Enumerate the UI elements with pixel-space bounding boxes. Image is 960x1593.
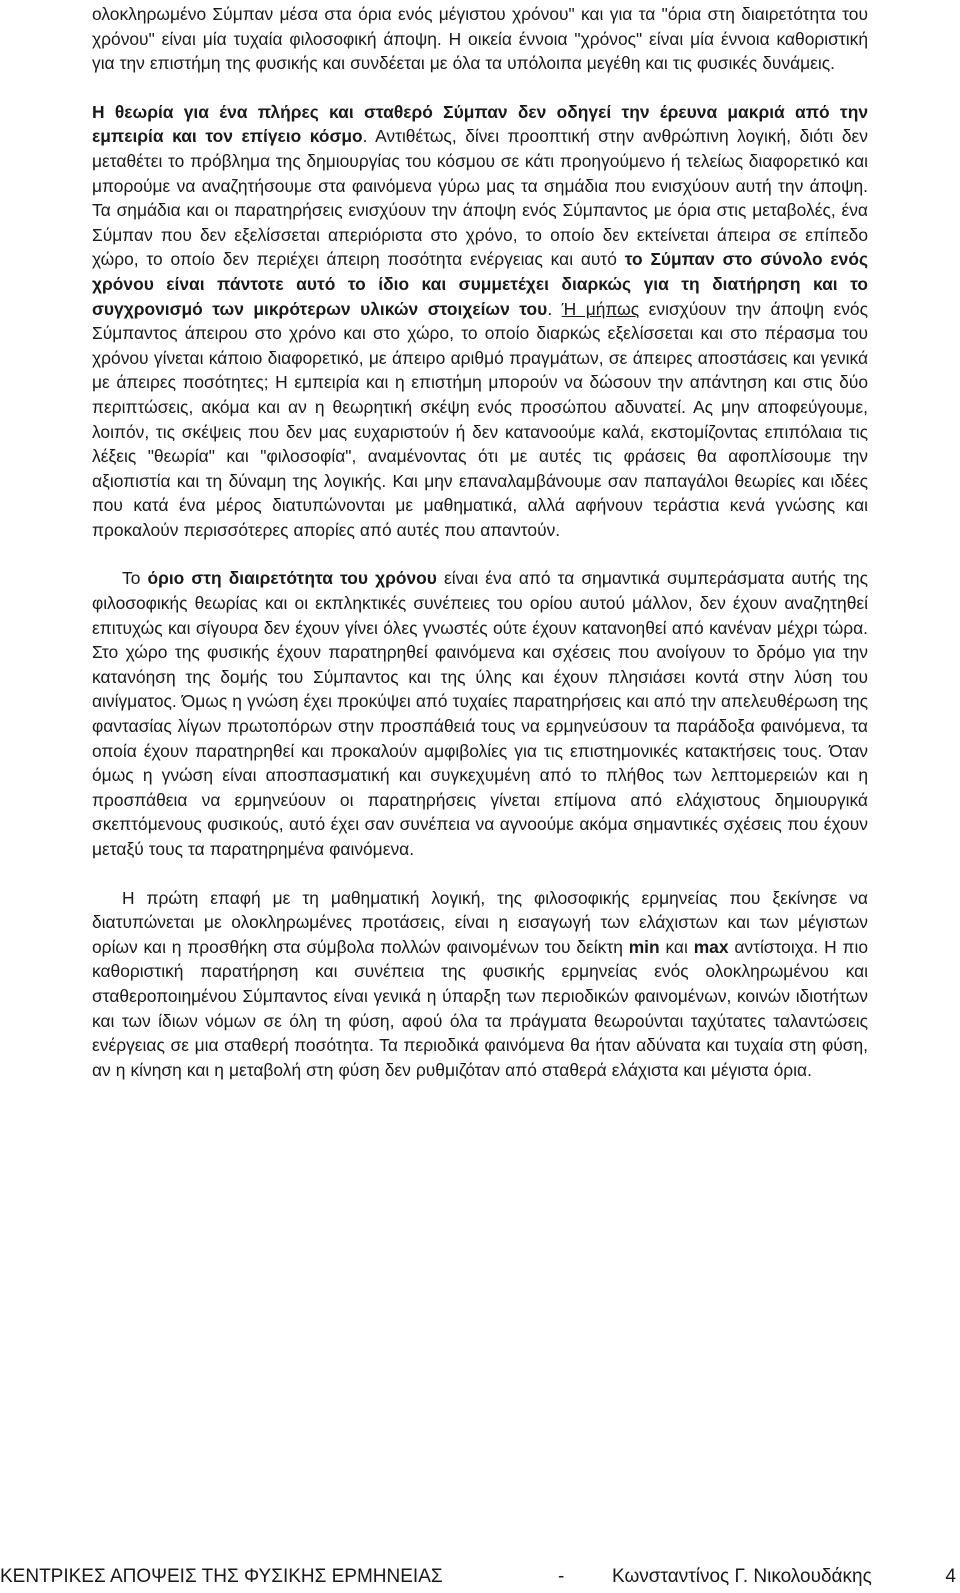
footer-title: ΚΕΝΤΡΙΚΕΣ ΑΠΟΨΕΙΣ ΤΗΣ ΦΥΣΙΚΗΣ ΕΡΜΗΝΕΙΑΣ xyxy=(0,1566,443,1587)
paragraph-2-text-b: . xyxy=(547,298,562,319)
document-body xyxy=(92,0,868,1082)
paragraph-3 xyxy=(92,566,868,861)
paragraph-4-bold-max: max xyxy=(693,936,729,957)
paragraph-1 xyxy=(92,2,868,76)
paragraph-2 xyxy=(92,100,868,543)
paragraph-2-bold-mid: το Σύμπαν στο σύνολο ενός χρόνου είναι πάντοτε αυτό το ίδιο και συμμετέχει διαρκώς για τη διατήρηση και το συγχρονισμό των μικρότερων υλικών στοιχείων του xyxy=(92,249,868,319)
paragraph-3-text-a: Το xyxy=(122,568,148,589)
paragraph-2-text-a: . Αντιθέτως, δίνει προοπτική στην ανθρώπινη λογική, διότι δεν μεταθέτει το πρόβλημα της δημιουργίας του κόσμου σε κάτι προηγούμενο ή τελείως διαφορετικό και μπορούμε να αναζητήσουμε στα φαινόμενα γύρω μας τα σημάδια που ενισχύουν αυτή την άποψη. Τα σημάδια και οι παρατηρήσεις ενισχύουν την άποψη ενός Σύμπαντος με όρια στις μεταβολές, ένα Σύμπαν που δεν εξελίσσεται απεριόριστα στο χρόνο, το οποίο δεν εκτείνεται άπειρα σε επίπεδο χώρο, το οποίο δεν περιέχει άπειρη ποσότητα ενέργειας και αυτό xyxy=(92,126,868,270)
footer-author: Κωνσταντίνος Γ. Νικολουδάκης xyxy=(612,1566,872,1587)
paragraph-4-text-b: και xyxy=(659,936,694,957)
paragraph-3-text-b: είναι ένα από τα σημαντικά συμπεράσματα αυτής της φιλοσοφικής θεωρίας και οι εκπληκτικές συνέπειες του ορίου αυτού μάλλον, δεν έχουν αναζητηθεί επιτυχώς και σίγουρα δεν έχουν γίνει όλες γνωστές ούτε έχουν κατανοηθεί από κανέναν μέχρι τώρα. Στο χώρο της φυσικής έχουν παρατηρηθεί φαινόμενα και σχέσεις που ανοίγουν το δρόμο για την κατανόηση της δομής του Σύμπαντος και της ύλης και έχουν πλησιάσει κοντά στην λύση του αινίγματος. Όμως η γνώση έχει προκύψει από τυχαίες παρατηρήσεις και από την απελευθέρωση της φαντασίας λίγων πρωτοπόρων στην προσπάθειά τους να ερμηνεύσουν τα παράδοξα φαινόμενα, τα οποία έχουν παρατηρηθεί και προκαλούν αμφιβολίες για τις επιστημονικές κατακτήσεις τους. Όταν όμως η γνώση είναι αποσπασματική και συγκεχυμένη από το πλήθος των λεπτομερειών και η προσπάθεια να ερμηνεύουν οι παρατηρήσεις γίνεται επίμονα από ελάχιστους δημιουργικά σκεπτόμενους φυσικούς, αυτό έχει σαν συνέπεια να αγνοούμε ακόμα σημαντικές σχέσεις που έχουν μεταξύ τους τα παρατηρημένα φαινόμενα. xyxy=(92,568,868,859)
paragraph-4-text-c: αντίστοιχα. Η πιο καθοριστική παρατήρηση και συνέπεια της φυσικής ερμηνείας ενός ολοκληρωμένου και σταθεροποιημένου Σύμπαντος είναι γενικά η ύπαρξη των περιοδικών φαινομένων, κοινών ιδιοτήτων και των ίδιων νόμων σε όλη τη φύση, αφού όλα τα πράγματα θεωρούνται ταχύτατες ταλαντώσεις ενέργειας σε μια σταθερή ποσότητα. Τα περιοδικά φαινόμενα θα ήταν αδύνατα και τυχαία στη φύση, αν η κίνηση και η μεταβολή στη φύση δεν ρυθμιζόταν από σταθερά ελάχιστα και μέγιστα όρια. xyxy=(92,936,868,1080)
page-number: 4 xyxy=(945,1566,956,1587)
paragraph-2-underlined: Ή μήπως xyxy=(561,298,640,319)
paragraph-2-bold-lead: Η θεωρία για ένα πλήρες και σταθερό Σύμπαν δεν οδηγεί την έρευνα μακριά από την εμπειρία και τον επίγειο κόσμο xyxy=(92,101,868,147)
paragraph-3-bold: όριο στη διαιρετότητα του χρόνου xyxy=(147,568,437,589)
paragraph-4-text-a: Η πρώτη επαφή με τη μαθηματική λογική, της φιλοσοφικής ερμηνείας που ξεκίνησε να διατυπώνεται με ολοκληρωμένες προτάσεις, είναι η εισαγωγή των ελάχιστων και των μέγιστων ορίων και η προσθήκη στα σύμβολα πολλών φαινομένων του δείκτη xyxy=(92,887,868,957)
paragraph-2-text-c: ενισχύουν την άποψη ενός Σύμπαντος άπειρου στο χρόνο και στο χώρο, το οποίο διαρκώς εξελίσσεται και στο πέρασμα του χρόνου γίνεται κάποιο διαφορετικό, με άπειρο αριθμό πραγμάτων, σε άπειρες αποστάσεις και γενικά με άπειρες ποσότητες; Η εμπειρία και η επιστήμη μπορούν να δώσουν την απάντηση και στις δύο περιπτώσεις, ακόμα και αν η θεωρητική σκέψη ενός προσώπου αδυνατεί. Ας μην αποφεύγουμε, λοιπόν, τις σκέψεις που δεν μας ευχαριστούν ή δεν κατανοούμε καλά, εκστομίζοντας επιπόλαια τις λέξεις "θεωρία" και "φιλοσοφία", αναμένοντας ότι με αυτές τις φράσεις θα αφοπλίσουμε την αξιοπιστία και τη δύναμη της λογικής. Και μην επαναλαμβάνουμε σαν παπαγάλοι θεωρίες και ιδέες που κατά ένα μέρος διατυπώνονται με μαθηματικά, αλλά αφήνουν τεράστια κενά γνώσης και προκαλούν περισσότερες απορίες από αυτές που απαντούν. xyxy=(92,298,868,540)
paragraph-4 xyxy=(92,886,868,1083)
footer-separator: - xyxy=(558,1566,565,1587)
paragraph-4-bold-min: min xyxy=(628,936,660,957)
page-footer xyxy=(0,1563,960,1591)
paragraph-1-text: ολοκληρωμένο Σύμπαν μέσα στα όρια ενός μέγιστου χρόνου" και για τα "όρια στη διαιρετότητα του χρόνου" είναι μία τυχαία φιλοσοφική άποψη. Η οικεία έννοια "χρόνος" είναι μία έννοια καθοριστική για την επιστήμη της φυσικής και συνδέεται με όλα τα υπόλοιπα μεγέθη και τις φυσικές δυνάμεις. xyxy=(92,4,868,74)
